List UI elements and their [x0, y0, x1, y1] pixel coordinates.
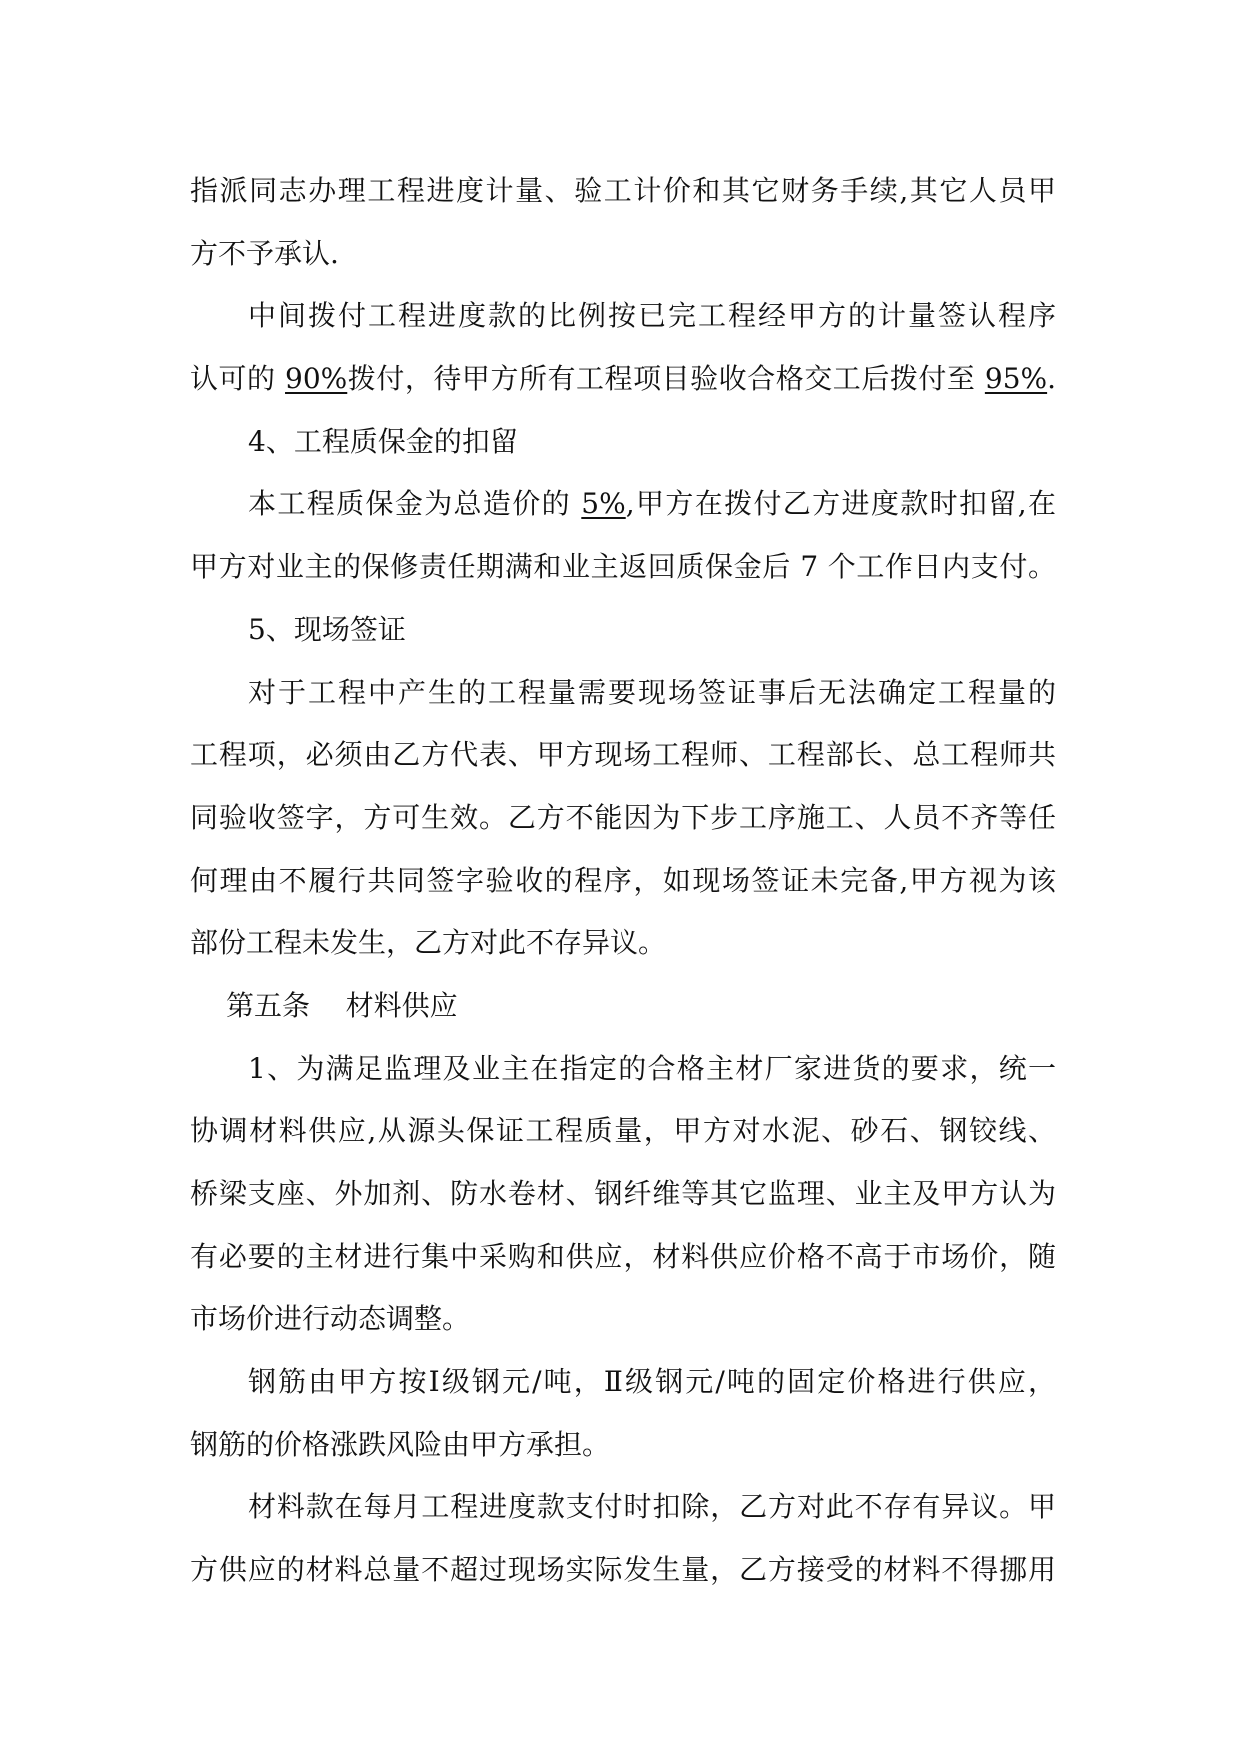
text-segment: 认可的 — [190, 362, 286, 396]
paragraph-line: 有必要的主材进行集中采购和供应，材料供应价格不高于市场价，随 — [190, 1239, 1056, 1273]
paragraph-line: 指派同志办理工程进度计量、验工计价和其它财务手续,其它人员甲 — [190, 174, 1056, 207]
paragraph-line — [190, 348, 1056, 411]
text-segment: ,甲方在拨付乙方进度款时扣留,在 — [625, 487, 1056, 521]
underlined-percentage: 5% — [581, 487, 626, 521]
paragraph-line: 材料款在每月工程进度款支付时扣除，乙方对此不存有异议。甲 — [248, 1490, 1056, 1524]
paragraph-line: 对于工程中产生的工程量需要现场签证事后无法确定工程量的 — [248, 675, 1056, 709]
paragraph-line: 同验收签字，方可生效。乙方不能因为下步工序施工、人员不齐等任 — [190, 800, 1056, 834]
article-heading: 第五条 材料供应 — [226, 988, 458, 1022]
underlined-percentage: 95% — [984, 362, 1048, 396]
paragraph-line: 何理由不履行共同签字验收的程序，如现场签证未完备,甲方视为该 — [190, 863, 1056, 897]
paragraph-line: 部份工程未发生，乙方对此不存异议。 — [190, 926, 667, 960]
paragraph-line: 协调材料供应,从源头保证工程质量，甲方对水泥、砂石、钢铰线、 — [190, 1114, 1056, 1148]
paragraph-line: 钢筋由甲方按Ⅰ级钢元/吨，Ⅱ级钢元/吨的固定价格进行供应， — [248, 1365, 1056, 1399]
document-body — [190, 160, 1056, 1602]
paragraph-line: 1、为满足监理及业主在指定的合格主材厂家进货的要求，统一 — [248, 1051, 1056, 1085]
paragraph-line: 中间拨付工程进度款的比例按已完工程经甲方的计量签认程序 — [248, 299, 1056, 333]
section-heading: 4、工程质保金的扣留 — [248, 424, 518, 458]
paragraph-line: 钢筋的价格涨跌风险由甲方承担。 — [190, 1427, 611, 1461]
text-segment: . — [1047, 362, 1056, 396]
text-segment: 拨付，待甲方所有工程项目验收合格交工后拨付至 — [347, 362, 985, 396]
paragraph-line — [190, 473, 1056, 536]
section-heading: 5、现场签证 — [248, 612, 406, 646]
paragraph-line: 甲方对业主的保修责任期满和业主返回质保金后 7 个工作日内支付。 — [190, 550, 1056, 584]
paragraph-line: 市场价进行动态调整。 — [190, 1302, 471, 1336]
paragraph-line: 方供应的材料总量不超过现场实际发生量，乙方接受的材料不得挪用 — [190, 1553, 1056, 1587]
paragraph-line: 桥梁支座、外加剂、防水卷材、钢纤维等其它监理、业主及甲方认为 — [190, 1177, 1056, 1210]
paragraph-line: 方不予承认. — [190, 236, 339, 270]
paragraph-line: 工程项，必须由乙方代表、甲方现场工程师、工程部长、总工程师共 — [190, 738, 1056, 772]
underlined-percentage: 90% — [285, 362, 348, 396]
text-segment: 本工程质保金为总造价的 — [248, 487, 582, 521]
